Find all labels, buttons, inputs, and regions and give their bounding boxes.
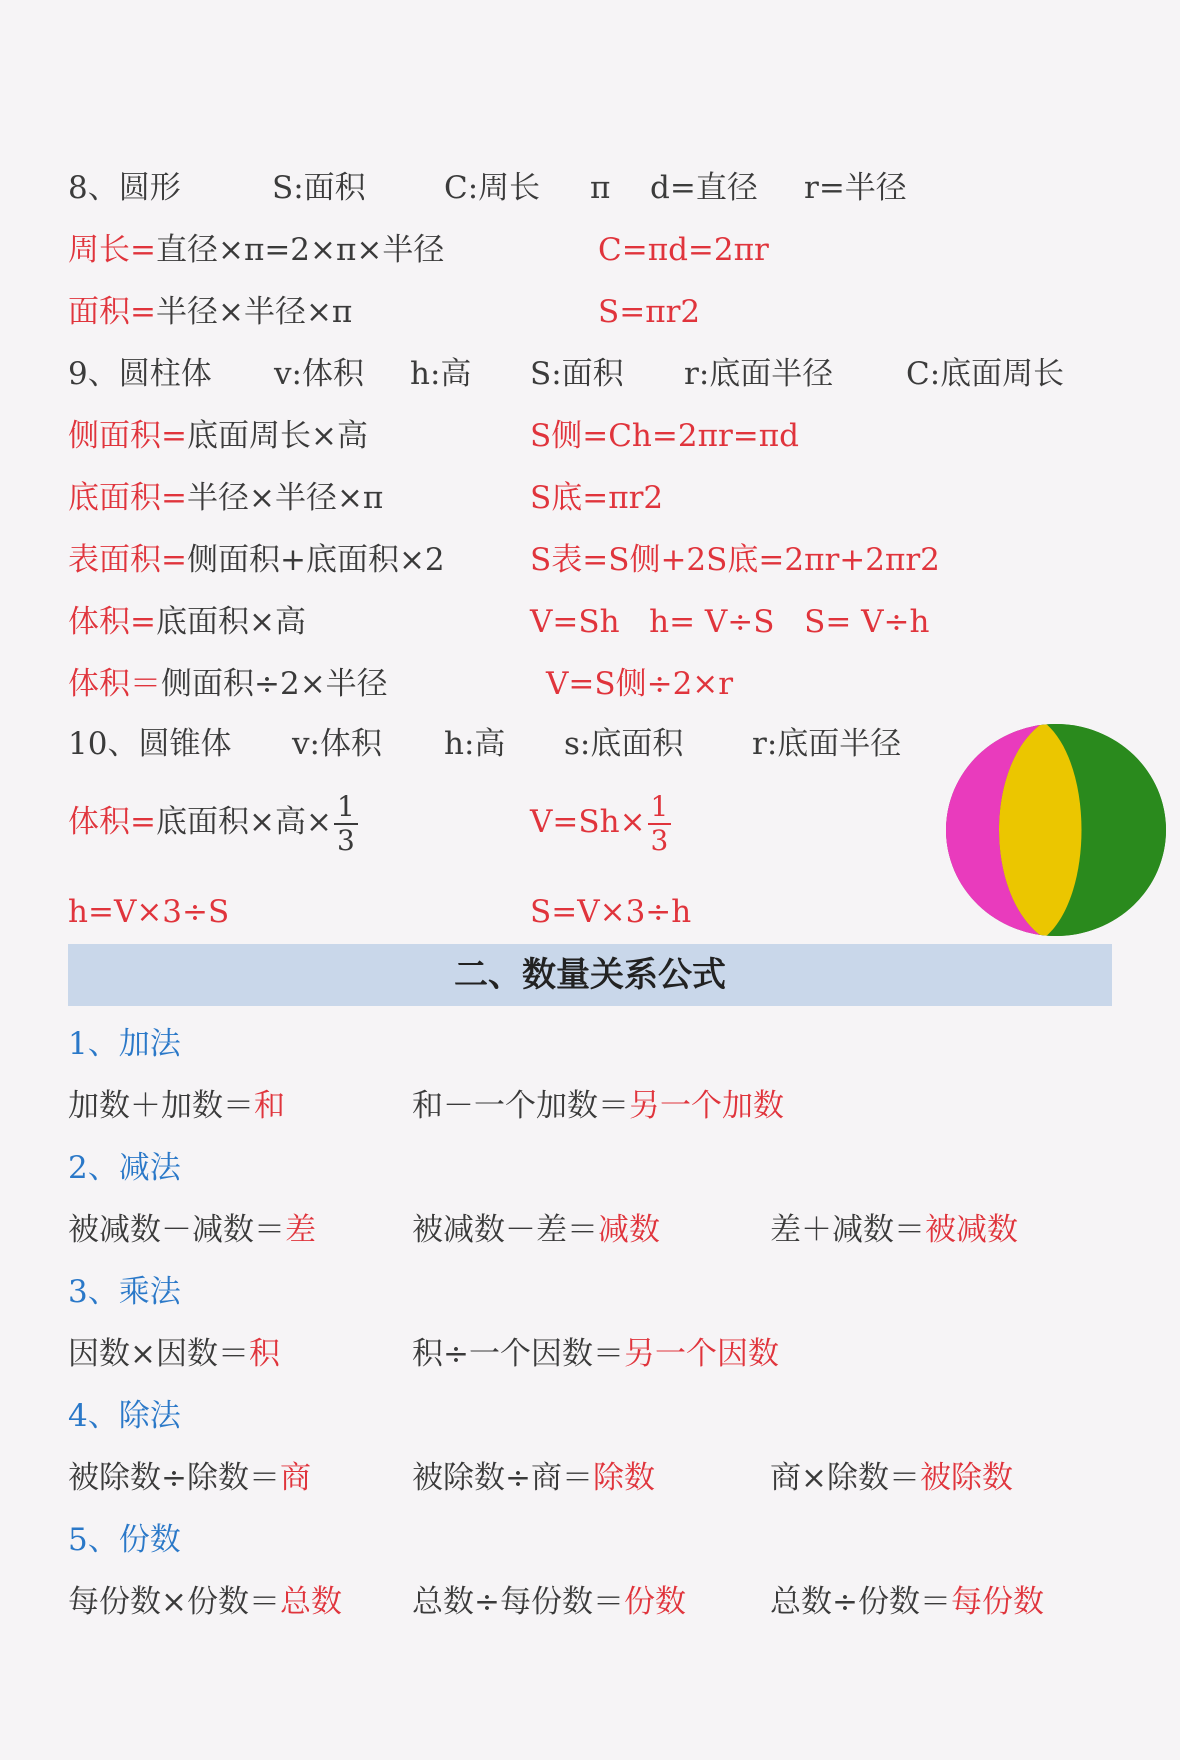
circle-s-def: S:面积	[272, 170, 366, 206]
cylinder-h-def: h:高	[410, 356, 472, 392]
circle-area-rule	[68, 292, 352, 332]
circle-header	[68, 168, 181, 208]
relation-item	[412, 1334, 779, 1374]
circle-pi: π	[590, 170, 611, 206]
cone-h-def: h:高	[444, 726, 506, 762]
circle-perimeter-rule	[68, 230, 444, 270]
relation-answer: 份数	[623, 1584, 686, 1620]
relation-text: 被除数÷除数＝	[68, 1460, 280, 1496]
heading-portions: 5、份数	[68, 1522, 181, 1558]
cylinder-rule-lateral	[68, 416, 368, 456]
heading-division: 4、除法	[68, 1398, 181, 1434]
circle-c-def: C:周长	[444, 170, 541, 206]
circle-perimeter-formula: C=πd=2πr	[598, 232, 769, 268]
cylinder-formula-base: S底=πr2	[530, 480, 664, 516]
relation-answer: 被除数	[919, 1460, 1013, 1496]
relation-answer: 另一个加数	[629, 1088, 784, 1124]
fraction-numerator: 1	[648, 791, 672, 825]
formula-label: 周长=	[68, 232, 156, 268]
heading-addition: 1、加法	[68, 1026, 181, 1062]
relation-text: 总数÷每份数＝	[412, 1584, 624, 1620]
fraction	[648, 791, 672, 857]
cone-rule-volume	[68, 786, 358, 858]
cylinder-r-def: r:底面半径	[684, 356, 834, 392]
formula-text: 底面积×高	[155, 604, 306, 640]
relation-text: 差＋减数＝	[770, 1212, 925, 1248]
formula-label: 侧面积=	[68, 418, 187, 454]
relation-answer: 减数	[598, 1212, 660, 1248]
formula-text: 底面周长×高	[186, 418, 368, 454]
relation-item	[412, 1582, 686, 1622]
cone-r-def: r:底面半径	[752, 726, 902, 762]
circle-r-def: r=半径	[804, 170, 907, 206]
relation-text: 总数÷份数＝	[770, 1584, 951, 1620]
relation-text: 被除数÷商＝	[412, 1460, 593, 1496]
formula-label: 表面积=	[68, 542, 187, 578]
relation-text: 积÷一个因数＝	[412, 1336, 624, 1372]
relation-item	[412, 1086, 784, 1126]
relation-item	[770, 1582, 1044, 1622]
formula-label: 底面积=	[68, 480, 187, 516]
relation-item	[770, 1458, 1013, 1498]
cone-height-formula: h=V×3÷S	[68, 894, 230, 930]
fraction	[334, 791, 358, 857]
relation-answer: 另一个因数	[623, 1336, 779, 1372]
relation-item	[68, 1334, 280, 1374]
cylinder-formula-volume-alt: V=S侧÷2×r	[546, 666, 734, 702]
cone-v-def: v:体积	[292, 726, 382, 762]
formula-label: 体积=	[68, 604, 156, 640]
relation-text: 和－一个加数＝	[412, 1088, 629, 1124]
section-banner: 二、数量关系公式	[68, 944, 1112, 1006]
relation-text: 被减数－差＝	[412, 1212, 598, 1248]
cylinder-formula-volume: V=Sh h= V÷S S= V÷h	[530, 604, 930, 640]
relation-text: 加数＋加数＝	[68, 1088, 254, 1124]
fraction-denominator: 3	[336, 823, 355, 857]
relation-text: 每份数×份数＝	[68, 1584, 280, 1620]
relation-answer: 被减数	[925, 1212, 1018, 1248]
relation-item	[68, 1086, 285, 1126]
relation-item	[412, 1458, 655, 1498]
fraction-denominator: 3	[650, 823, 669, 857]
relation-answer: 积	[248, 1336, 280, 1372]
heading-subtraction: 2、减法	[68, 1150, 181, 1186]
circle-d-def: d=直径	[650, 170, 758, 206]
formula-label: 体积=	[68, 804, 156, 840]
relation-text: 被减数－减数＝	[68, 1212, 285, 1248]
relation-item	[412, 1210, 660, 1250]
formula-text: V=Sh×	[530, 804, 646, 840]
section-number: 8、圆形	[68, 170, 181, 206]
relation-answer: 除数	[592, 1460, 655, 1496]
cylinder-v-def: v:体积	[274, 356, 364, 392]
fraction-numerator: 1	[334, 791, 358, 825]
relation-answer: 总数	[279, 1584, 342, 1620]
relation-text: 因数×因数＝	[68, 1336, 249, 1372]
cylinder-c-def: C:底面周长	[906, 356, 1065, 392]
cylinder-rule-volume-alt	[68, 664, 388, 704]
relation-answer: 商	[279, 1460, 311, 1496]
formula-text: 半径×半径×π	[186, 480, 384, 516]
cylinder-formula-lateral: S侧=Ch=2πr=πd	[530, 418, 799, 454]
cylinder-s-def: S:面积	[530, 356, 624, 392]
circle-area-formula: S=πr2	[598, 294, 701, 330]
cone-s-def: s:底面积	[564, 726, 684, 762]
formula-text: 半径×半径×π	[155, 294, 353, 330]
cylinder-formula-surface: S表=S侧+2S底=2πr+2πr2	[530, 542, 940, 578]
cone-title: 10、圆锥体	[68, 726, 232, 762]
relation-item	[770, 1210, 1018, 1250]
ball-icon	[944, 722, 1168, 938]
relation-item	[68, 1582, 342, 1622]
cylinder-rule-volume	[68, 602, 306, 642]
relation-item	[68, 1210, 316, 1250]
cylinder-rule-base	[68, 478, 383, 518]
formula-text: 直径×π=2×π×半径	[155, 232, 445, 268]
cylinder-rule-surface	[68, 540, 445, 580]
cone-formula-volume	[530, 786, 671, 858]
relation-answer: 和	[254, 1088, 285, 1124]
cylinder-title: 9、圆柱体	[68, 356, 212, 392]
cone-base-formula: S=V×3÷h	[530, 894, 692, 930]
relation-answer: 差	[285, 1212, 316, 1248]
formula-label: 面积=	[68, 294, 156, 330]
heading-multiplication: 3、乘法	[68, 1274, 181, 1310]
relation-text: 商×除数＝	[770, 1460, 920, 1496]
formula-label: 体积＝	[68, 666, 161, 702]
relation-answer: 每份数	[950, 1584, 1044, 1620]
relation-item	[68, 1458, 311, 1498]
formula-text: 底面积×高×	[155, 804, 332, 840]
formula-text: 侧面积÷2×半径	[161, 666, 388, 702]
formula-text: 侧面积+底面积×2	[186, 542, 445, 578]
